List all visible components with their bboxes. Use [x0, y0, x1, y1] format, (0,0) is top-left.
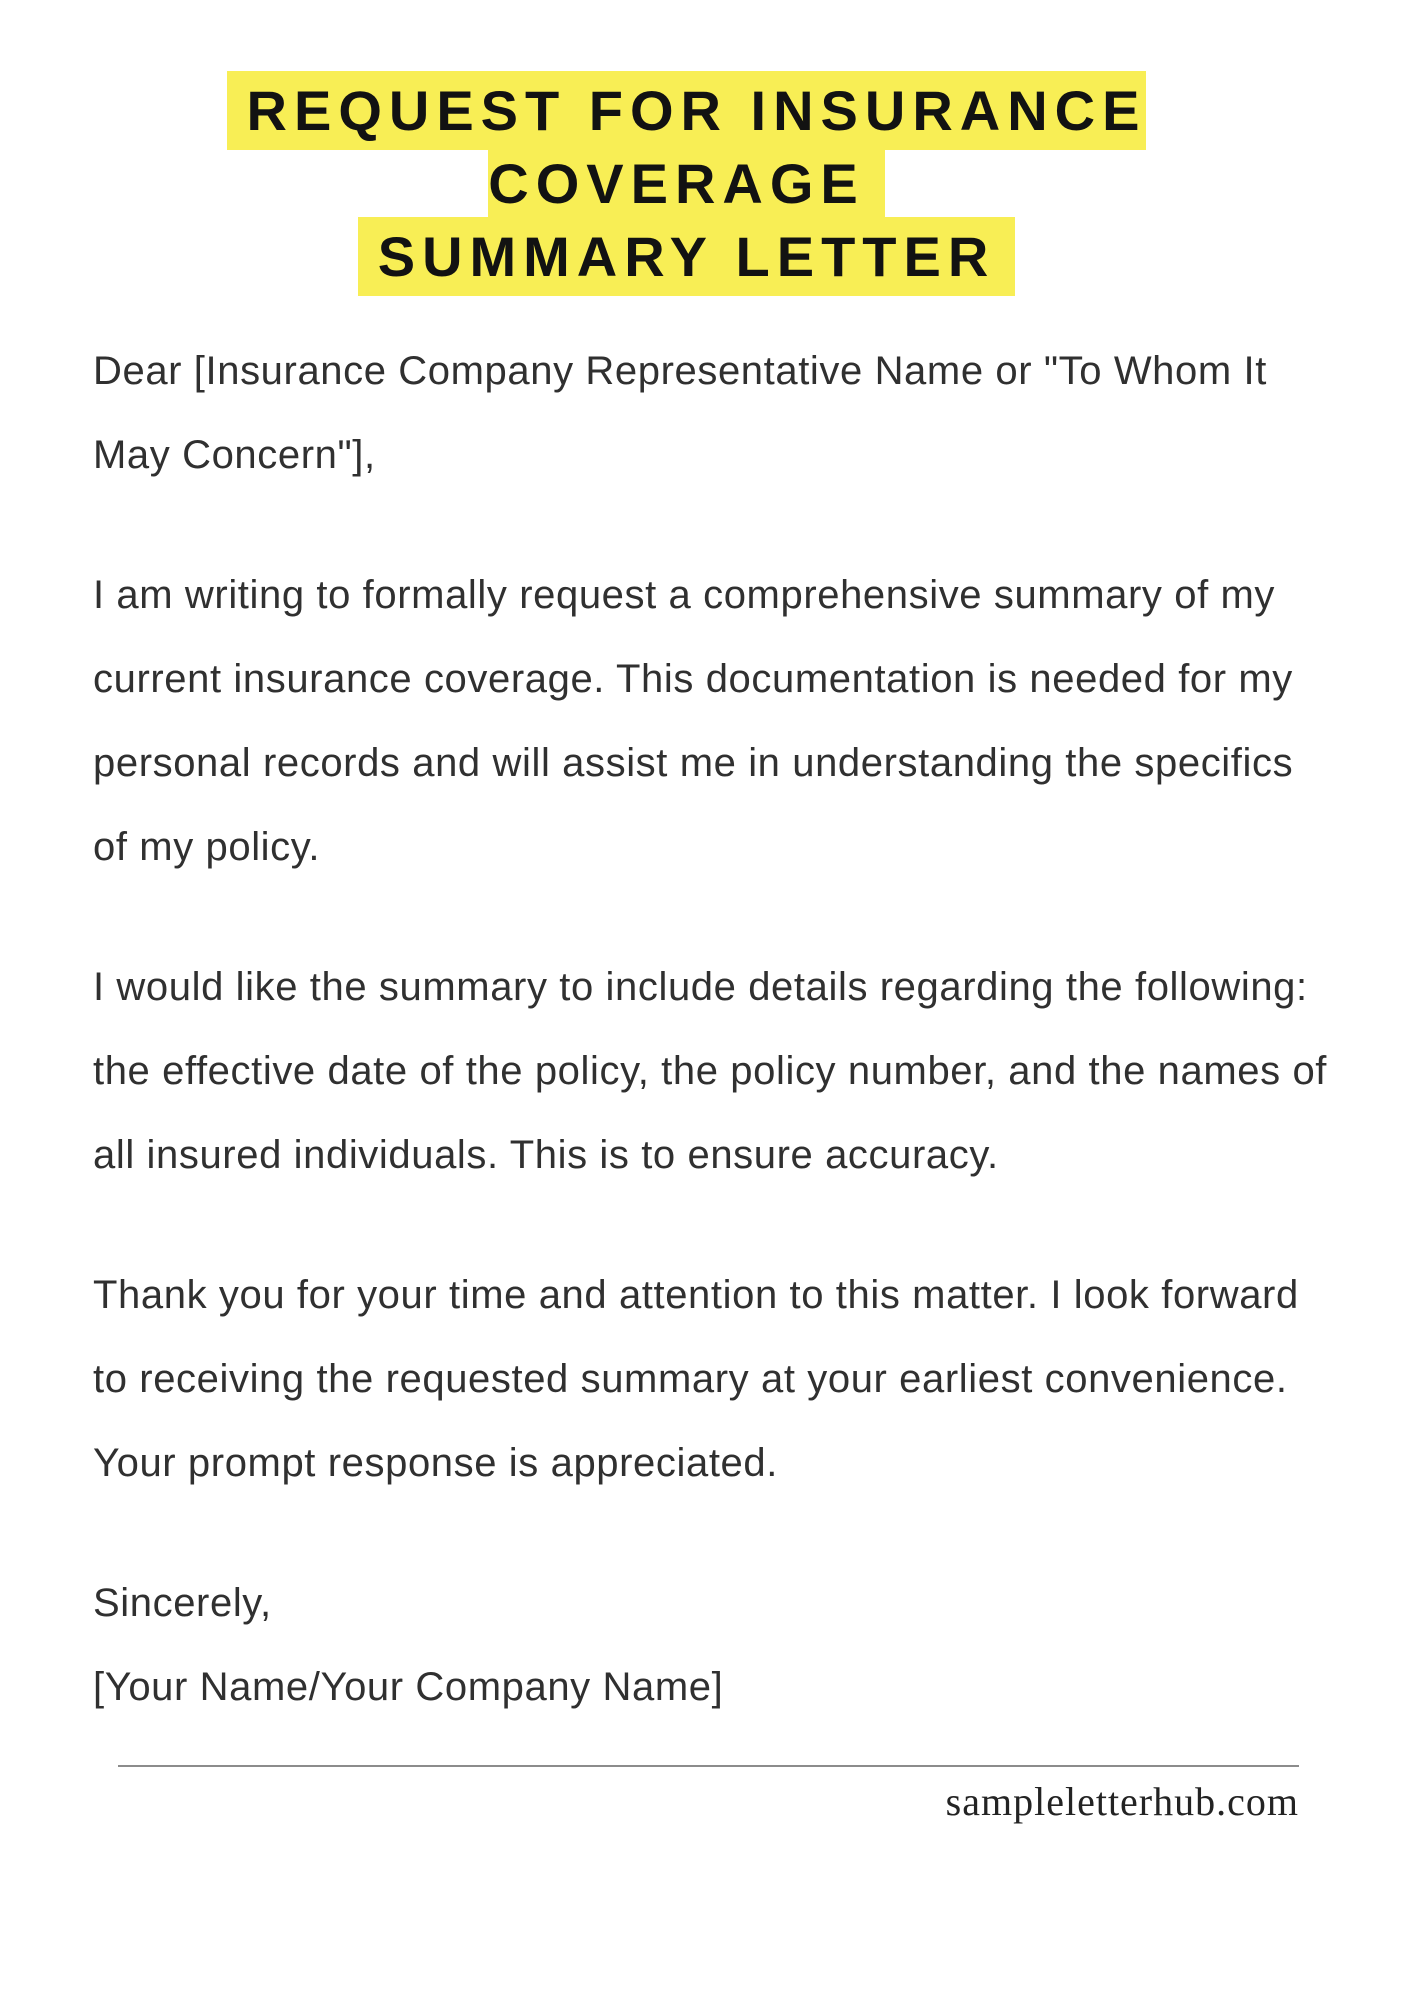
salutation: Dear [Insurance Company Representative Name or "To Whom It May Concern"], — [93, 349, 1267, 477]
signoff-block — [93, 1561, 1336, 1729]
page-title-line-2: SUMMARY LETTER — [358, 217, 1016, 296]
signoff-closing: Sincerely, — [93, 1581, 272, 1625]
footer-divider — [118, 1765, 1299, 1767]
signoff-signature: [Your Name/Your Company Name] — [93, 1665, 724, 1709]
paragraph-details: I would like the summary to include details regarding the following: the effective date of the policy, the policy number, and the names of all insured individuals. This is to ensure accuracy. — [93, 965, 1327, 1177]
footer-site-name: sampleletterhub.com — [945, 1779, 1299, 1824]
page-title-line-1: REQUEST FOR INSURANCE COVERAGE — [227, 71, 1147, 223]
paragraph-thanks: Thank you for your time and attention to this matter. I look forward to receiving the requested summary at your earliest convenience. Your prompt response is appreciated. — [93, 1273, 1299, 1485]
page-title — [65, 74, 1308, 293]
paragraph-request: I am writing to formally request a comprehensive summary of my current insurance coverage. This documentation is needed for my personal records and will assist me in understanding the specifics of my policy. — [93, 573, 1294, 869]
